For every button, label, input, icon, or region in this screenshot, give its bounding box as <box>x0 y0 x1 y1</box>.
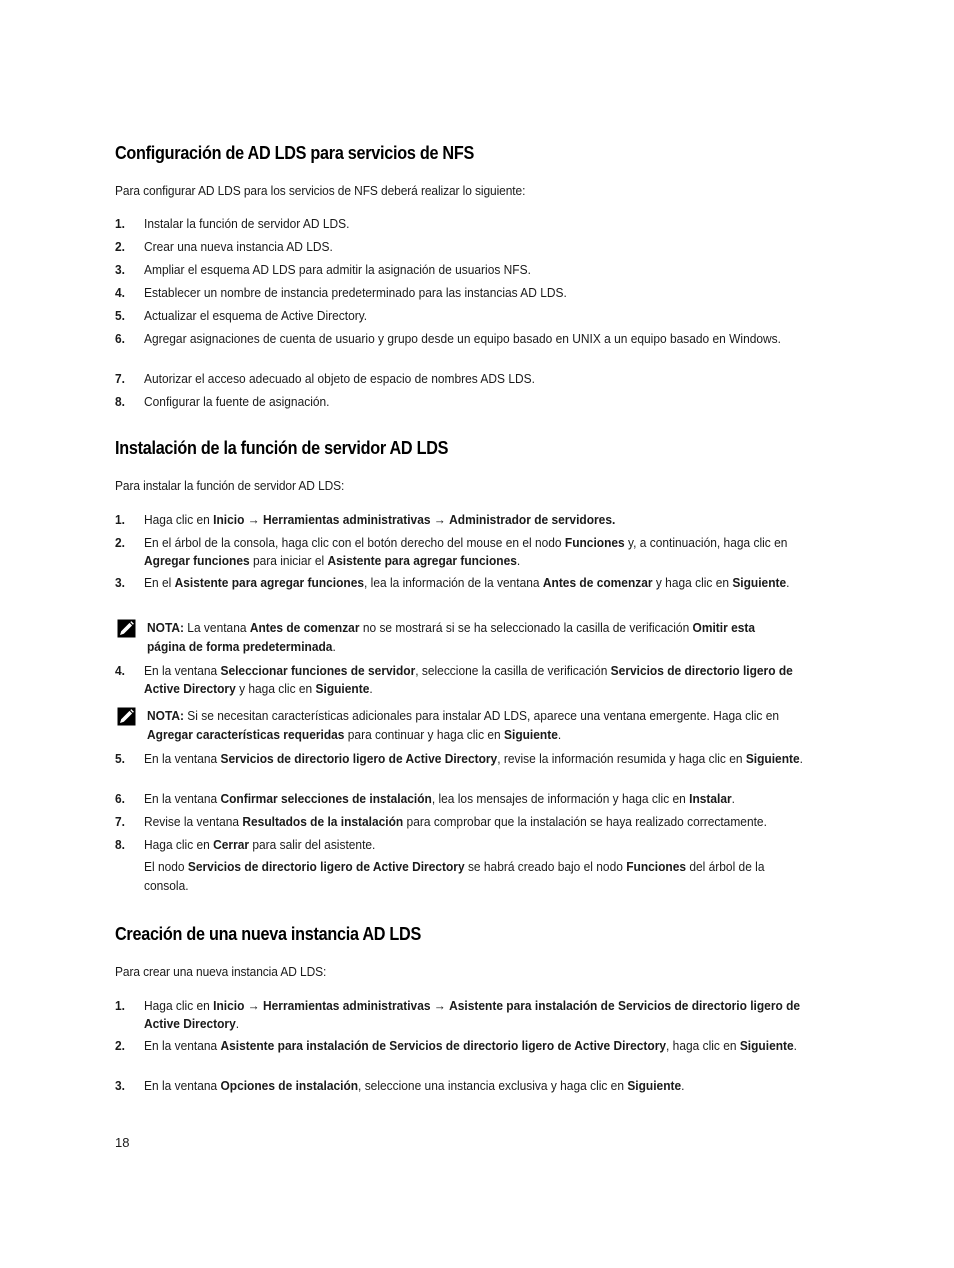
step-number: 1. <box>115 998 125 1013</box>
note-box <box>115 706 815 744</box>
step-text: Haga clic en Inicio → Herramientas administrativas → Administrador de servidores. <box>144 512 616 527</box>
step-number: 8. <box>115 837 125 852</box>
step-number: 6. <box>115 331 125 346</box>
step-number: 4. <box>115 285 125 300</box>
step-text: En el Asistente para agregar funciones, lea la información de la ventana Antes de comenzar y haga clic en Siguiente. <box>144 575 790 590</box>
list-item <box>115 1077 815 1099</box>
section-intro: Para configurar AD LDS para los servicios de NFS deberá realizar lo siguiente: <box>115 183 526 198</box>
step-result <box>115 857 835 895</box>
step-result-text: El nodo Servicios de directorio ligero de Active Directory se habrá creado bajo el nodo Funciones del árbol de la consola. <box>144 859 765 893</box>
list-item <box>115 511 815 534</box>
list-item <box>115 370 815 393</box>
step-text: Configurar la fuente de asignación. <box>144 394 330 409</box>
list-item <box>115 534 815 574</box>
step-text: En el árbol de la consola, haga clic con el botón derecho del mouse en el nodo Funciones y, a continuación, haga clic en Agregar funciones para iniciar el Asistente para agregar funciones. <box>144 535 788 568</box>
list-item <box>115 662 815 702</box>
pencil-note-icon <box>117 619 136 638</box>
step-number: 5. <box>115 751 125 766</box>
step-number: 5. <box>115 308 125 323</box>
list-item <box>115 215 815 238</box>
section-title-new-instance: Creación de una nueva instancia AD LDS <box>115 924 422 944</box>
step-number: 2. <box>115 1038 125 1053</box>
step-number: 1. <box>115 216 125 231</box>
steps-list-install <box>115 511 815 614</box>
list-item <box>115 393 815 416</box>
list-item <box>115 1037 815 1077</box>
list-item <box>115 574 815 614</box>
step-number: 2. <box>115 535 125 550</box>
list-item <box>115 261 815 284</box>
steps-list-new-instance <box>115 997 815 1099</box>
note-text: NOTA: Si se necesitan características adicionales para instalar AD LDS, aparece una ventana emergente. Haga clic en Agregar características requeridas para continuar y haga clic en Siguiente. <box>147 708 779 742</box>
step-number: 3. <box>115 262 125 277</box>
step-text: En la ventana Servicios de directorio ligero de Active Directory, revise la información resumida y haga clic en Siguiente. <box>144 751 803 766</box>
section-intro: Para instalar la función de servidor AD LDS: <box>115 478 345 493</box>
note-text: NOTA: La ventana Antes de comenzar no se mostrará si se ha seleccionado la casilla de verificación Omitir esta página de forma predeterminada. <box>147 620 756 654</box>
note-box <box>115 618 815 656</box>
step-text: Autorizar el acceso adecuado al objeto de espacio de nombres ADS LDS. <box>144 371 535 386</box>
step-number: 8. <box>115 394 125 409</box>
step-text: En la ventana Seleccionar funciones de servidor, seleccione la casilla de verificación Servicios de directorio ligero de Active Directory y haga clic en Siguiente. <box>144 663 793 696</box>
step-number: 7. <box>115 371 125 386</box>
list-item <box>115 997 815 1037</box>
step-number: 7. <box>115 814 125 829</box>
step-text: Haga clic en Cerrar para salir del asistente. <box>144 837 376 852</box>
step-number: 6. <box>115 791 125 806</box>
pencil-note-icon <box>117 707 136 726</box>
step-text: Instalar la función de servidor AD LDS. <box>144 216 350 231</box>
step-text: Haga clic en Inicio → Herramientas administrativas → Asistente para instalación de Servicios de directorio ligero de Active Directory. <box>144 998 801 1031</box>
step-text: Revise la ventana Resultados de la instalación para comprobar que la instalación se haya realizado correctamente. <box>144 814 767 829</box>
step-number: 2. <box>115 239 125 254</box>
list-item <box>115 238 815 261</box>
list-item <box>115 330 815 370</box>
step-text: Establecer un nombre de instancia predeterminado para las instancias AD LDS. <box>144 285 567 300</box>
steps-list-install-end <box>115 750 815 858</box>
step-number: 4. <box>115 663 125 678</box>
step-text: En la ventana Opciones de instalación, seleccione una instancia exclusiva y haga clic en Siguiente. <box>144 1078 685 1093</box>
steps-list-install-cont <box>115 662 815 702</box>
list-item <box>115 284 815 307</box>
list-item <box>115 813 815 836</box>
step-text: En la ventana Confirmar selecciones de instalación, lea los mensajes de información y haga clic en Instalar. <box>144 791 736 806</box>
step-text: En la ventana Asistente para instalación de Servicios de directorio ligero de Active Directory, haga clic en Siguiente. <box>144 1038 797 1053</box>
list-item <box>115 836 815 858</box>
steps-list-nfs <box>115 215 815 416</box>
step-text: Ampliar el esquema AD LDS para admitir la asignación de usuarios NFS. <box>144 262 531 277</box>
step-text: Agregar asignaciones de cuenta de usuario y grupo desde un equipo basado en UNIX a un equipo basado en Windows. <box>144 331 781 346</box>
list-item <box>115 790 815 813</box>
list-item <box>115 307 815 330</box>
section-title-nfs-config: Configuración de AD LDS para servicios de NFS <box>115 143 475 163</box>
section-title-install-role: Instalación de la función de servidor AD LDS <box>115 438 449 458</box>
section-intro: Para crear una nueva instancia AD LDS: <box>115 964 327 979</box>
step-text: Crear una nueva instancia AD LDS. <box>144 239 333 254</box>
step-number: 3. <box>115 575 125 590</box>
page-number: 18 <box>115 1135 130 1150</box>
step-text: Actualizar el esquema de Active Directory. <box>144 308 368 323</box>
step-number: 3. <box>115 1078 125 1093</box>
step-number: 1. <box>115 512 125 527</box>
list-item <box>115 750 815 790</box>
